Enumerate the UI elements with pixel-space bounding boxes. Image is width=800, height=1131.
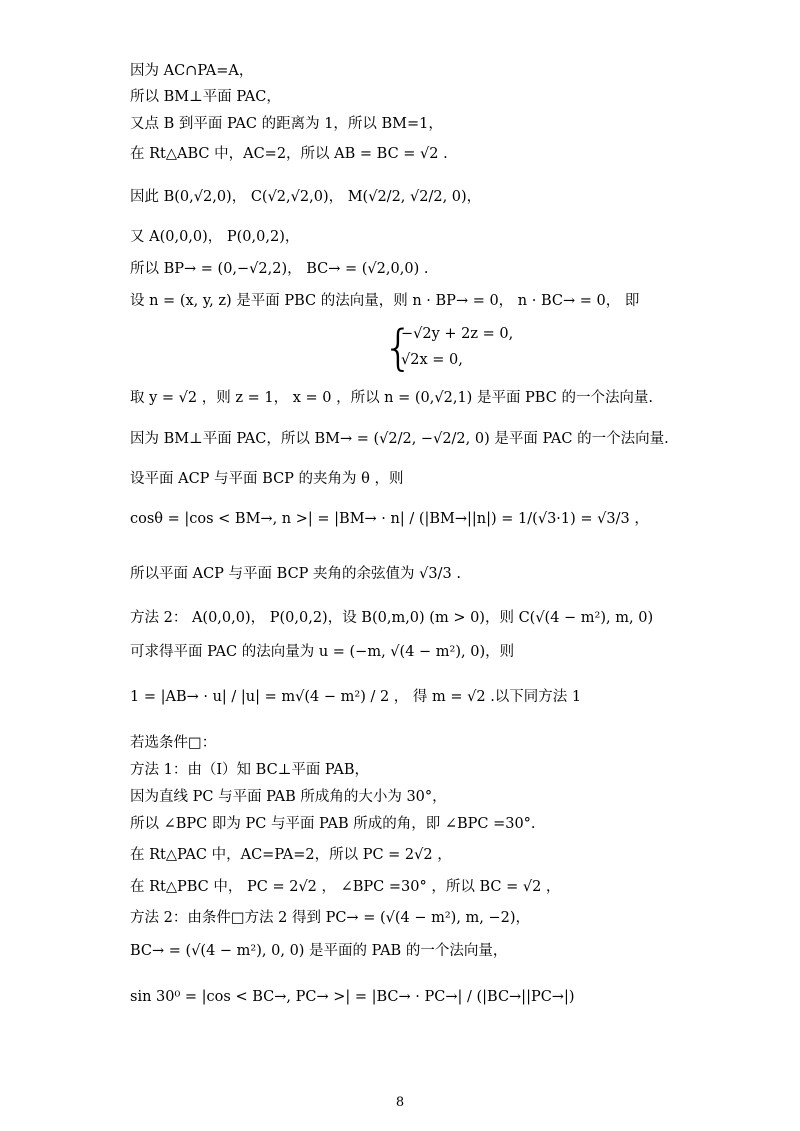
text-line: 1 = |AB→ · u| / |u| = m√(4 − m²) / 2 ， 得 m = √2 .以下同方法 1 (130, 689, 582, 705)
text-line: 因为直线 PC 与平面 PAB 所成角的大小为 30°， (130, 789, 447, 805)
text-line: 在 Rt△ABC 中，AC=2，所以 AB = BC = √2 . (130, 146, 448, 162)
text-line: 又 A(0,0,0)， P(0,0,2)， (130, 229, 300, 245)
text-line: 方法 1：由（Ⅰ）知 BC⊥平面 PAB， (130, 762, 369, 778)
text-line: 取 y = √2 ，则 z = 1， x = 0 ，所以 n = (0,√2,1) 是平面 PBC 的一个法向量. (130, 390, 654, 406)
text-line: 在 Rt△PAC 中，AC=PA=2，所以 PC = 2√2 ， (130, 847, 452, 863)
text-line: 方法 2：由条件□方法 2 得到 PC→ = (√(4 − m²), m, −2)， (130, 910, 531, 926)
text-line: 在 Rt△PBC 中， PC = 2√2 ， ∠BPC =30° ，所以 BC = √2 ， (130, 879, 561, 895)
text-line: BC→ = (√(4 − m²), 0, 0) 是平面的 PAB 的一个法向量， (130, 943, 508, 959)
text-line: 可求得平面 PAC 的法向量为 u = (−m, √(4 − m²), 0)，则 (130, 644, 515, 660)
equation-2: √2x = 0, (401, 352, 463, 368)
text-line: 设平面 ACP 与平面 BCP 的夹角为 θ ，则 (130, 471, 404, 487)
text-line: cosθ = |cos < BM→, n >| = |BM→ · n| / (|BM→||n|) = 1/(√3·1) = √3/3 ， (130, 511, 649, 527)
text-line: 设 n = (x, y, z) 是平面 PBC 的法向量，则 n · BP→ = 0， n · BC→ = 0， 即 (130, 293, 640, 309)
equation-1: −√2y + 2z = 0, (401, 326, 514, 342)
text-line: sin 30⁰ = |cos < BC→, PC→ >| = |BC→ · PC→| / (|BC→||PC→|) (130, 989, 575, 1005)
text-line: 所以平面 ACP 与平面 BCP 夹角的余弦值为 √3/3 . (130, 566, 461, 582)
text-line: 方法 2： A(0,0,0)， P(0,0,2)，设 B(0,m,0) (m > 0)，则 C(√(4 − m²), m, 0) (130, 610, 654, 626)
text-line: 所以 ∠BPC 即为 PC 与平面 PAB 所成的角，即 ∠BPC =30°. (130, 816, 536, 832)
text-line: 所以 BM⊥平面 PAC， (130, 89, 281, 105)
text-line: 若选条件□： (130, 735, 217, 751)
page-number: 8 (395, 1095, 405, 1110)
left-brace: { (383, 320, 414, 376)
text-line: 因为 BM⊥平面 PAC，所以 BM→ = (√2/2, −√2/2, 0) 是平面 PAC 的一个法向量. (130, 431, 669, 447)
text-line: 因此 B(0,√2,0)， C(√2,√2,0)， M(√2/2, √2/2, 0)， (130, 189, 482, 205)
text-line: 因为 AC∩PA=A， (130, 63, 254, 79)
text-line: 又点 B 到平面 PAC 的距离为 1，所以 BM=1， (130, 116, 443, 132)
text-line: 所以 BP→ = (0,−√2,2)， BC→ = (√2,0,0) . (130, 261, 429, 277)
